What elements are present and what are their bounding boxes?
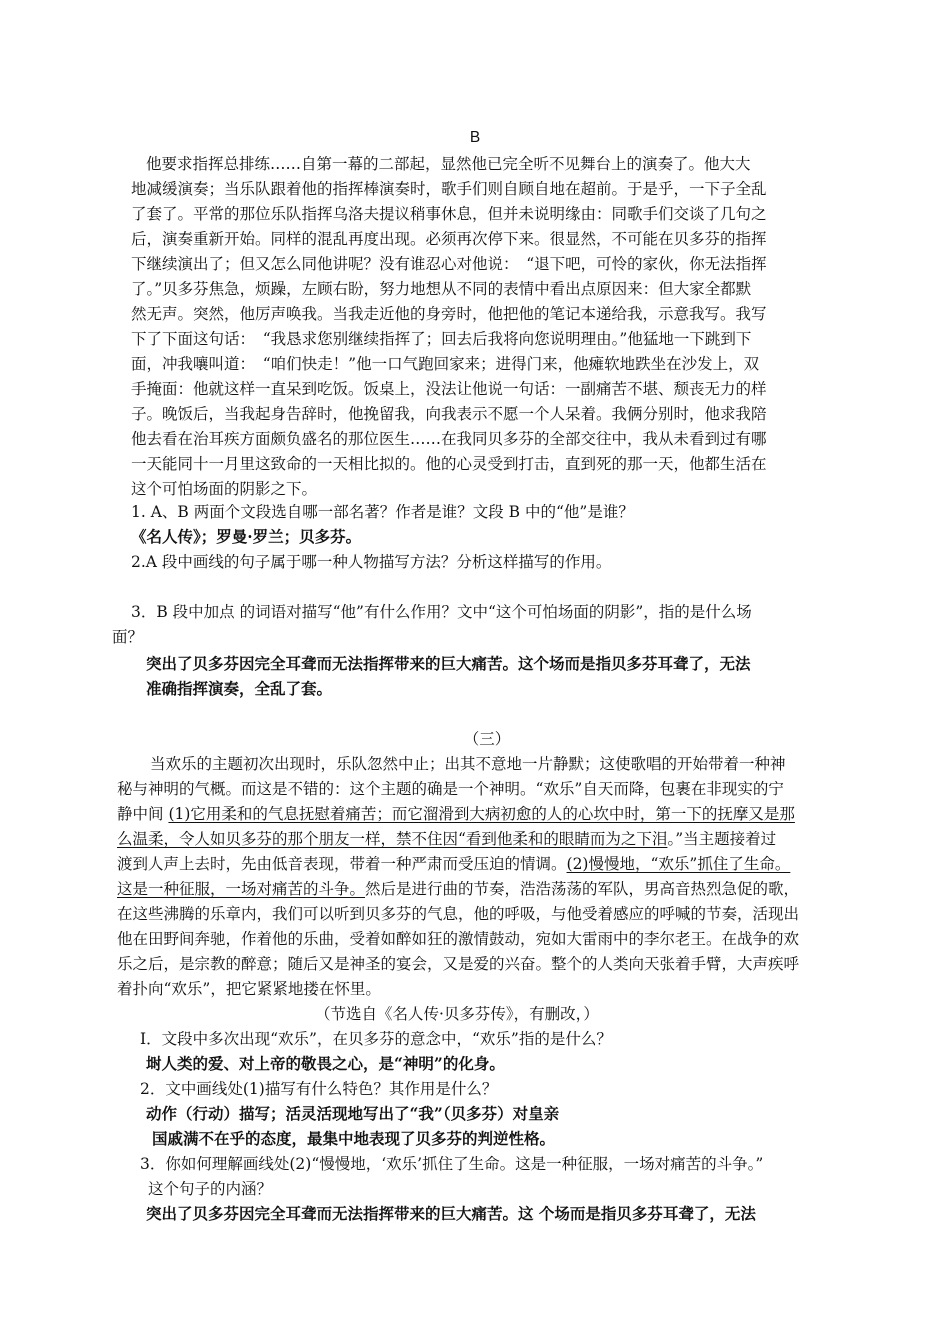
passage-c-line	[117, 852, 790, 876]
answer-1: 《名人传》；罗曼·罗兰；贝多芬。	[131, 527, 362, 546]
question-2: 2.A 段中画线的句子属于哪一种人物描写方法？分析这样描写的作用。	[131, 553, 612, 571]
passage-b-line: 下了下面这句话： “我恳求您别继续指挥了；回去后我将向您说明理由。”他猛地一下跳到下	[131, 330, 752, 348]
passage-b-line: 然无声。突然，他厉声唤我。当我走近他的身旁时，他把他的笔记本递给我，示意我写。我写	[131, 305, 767, 323]
c-question-3-cont: 这个句子的内涵？	[148, 1180, 273, 1198]
underlined-sentence-2: (2)慢慢地，“欢乐”抓住了生命。	[566, 855, 791, 873]
c-answer-2-cont: 国戚满不在乎的态度，最集中地表现了贝多芬的判逆性格。	[152, 1129, 556, 1148]
c-question-3: 3．你如何理解画线处(2)“慢慢地，‘欢乐’抓住了生命。这是一种征服，一场对痛苦的斗争。”	[140, 1155, 764, 1173]
passage-c-text: 渡到人声上去时，先由低音表现，带着一种严肃而受压迫的情调。	[117, 855, 567, 873]
passage-c-line	[117, 802, 795, 826]
passage-b-line: 他去看在治耳疾方面颇负盛名的那位医生……在我同贝多芬的全部交往中，我从未看到过有哪	[131, 430, 767, 448]
passage-c-text: 。”当主题接着过	[667, 830, 777, 848]
answer-3: 突出了贝多芬因完全耳聋而无法指挥带来的巨大痛苦。这个场而是指贝多芬耳聋了，无法	[146, 654, 751, 673]
section-b-label: B	[469, 129, 481, 146]
passage-c-line: 乐之后，是宗教的醉意；随后又是神圣的宴会，又是爱的兴奋。整个的人类向天张着手臂，大声疾呼	[117, 955, 800, 973]
underlined-sentence-1-cont: 么温柔，令人如贝多芬的那个朋友一样，禁不住因“看到他柔和的眼睛而为之下泪	[117, 830, 668, 848]
passage-b-line: 地减缓演奏；当乐队跟着他的指挥棒演奏时，歌手们则自顾自地在超前。于是乎，一下子全乱	[131, 180, 767, 198]
passage-c-text: 静中间	[117, 805, 169, 823]
c-answer-3: 突出了贝多芬因完全耳聋而无法指挥带来的巨大痛苦。这 个场而是指贝多芬耳聋了，无法	[146, 1204, 756, 1223]
passage-c-line	[117, 877, 799, 901]
passage-b-line: 这个可怕场面的阴影之下。	[131, 480, 318, 498]
question-1: 1. A、B 两面个文段选自哪一部名著？作者是谁？文段 B 中的“他”是谁？	[131, 503, 634, 521]
c-answer-2: 动作（行动）描写；活灵活现地写出了“我”（贝多芬）对皇亲	[146, 1104, 560, 1123]
passage-b-line: 子。晚饭后，当我起身告辞时，他挽留我，向我表示不愿一个人呆着。我俩分别时，他求我陪	[131, 405, 767, 423]
answer-3-cont: 准确指挥演奏，全乱了套。	[146, 679, 333, 698]
c-question-2: 2．文中画线处(1)描写有什么特色？其作用是什么？	[140, 1080, 498, 1098]
passage-c-line	[117, 827, 776, 851]
question-3-cont: 面？	[112, 628, 144, 646]
passage-c-line: 在这些沸腾的乐章内，我们可以听到贝多芬的气息，他的呼吸，与他受着感应的呼喊的节奏，活现出	[117, 905, 800, 923]
passage-c-line: 他在田野间奔驰，作着他的乐曲，受着如醉如狂的激情鼓动，宛如大雷雨中的李尔老王。在战争的欢	[117, 930, 800, 948]
passage-b-line: 了套了。平常的那位乐队指挥乌洛夫提议稍事休息，但并未说明缘由：同歌手们交谈了几句之	[131, 205, 767, 223]
passage-b-line: 后，演奏重新开始。同样的混乱再度出现。必须再次停下来。很显然，不可能在贝多芬的指挥	[131, 230, 767, 248]
c-question-1: I．文段中多次出现“欢乐”，在贝多芬的意念中，“欢乐”指的是什么？	[140, 1030, 612, 1048]
underlined-sentence-1: (1)它用柔和的气息抚慰着痛苦；而它溜滑到大病初愈的人的心坎中时，第一下的抚摩又是那	[168, 805, 795, 823]
passage-c-line: 秘与神明的气概。而这是不错的：这个主题的确是一个神明。“欢乐”自天而降，包裹在非现实的宁	[117, 780, 784, 798]
passage-b-line: 下继续演出了；但又怎么同他讲呢？没有谁忍心对他说： “退下吧，可怜的家伙，你无法指挥	[131, 255, 767, 273]
passage-c-line: 着扑向“欢乐”，把它紧紧地搂在怀里。	[117, 980, 381, 998]
section-three-label: （三）	[463, 730, 511, 748]
source-note: （节选自《名人传·贝多芬传》，有删改，）	[315, 1005, 599, 1023]
passage-c-text: 然后是进行曲的节奏，浩浩荡荡的军队，男高音热烈急促的歌，	[365, 880, 800, 898]
passage-c-line: 当欢乐的主题初次出现时，乐队忽然中止；出其不意地一片静默；这使歌唱的开始带着一种神	[150, 755, 786, 773]
underlined-sentence-2-cont: 这是一种征服，一场对痛苦的斗争。	[117, 880, 366, 898]
passage-b-line: 面，冲我嚷叫道： “咱们快走！”他一口气跑回家来；进得门来，他瘫软地跌坐在沙发上，双	[131, 355, 760, 373]
question-3: 3．B 段中加点 的词语对描写“他”有什么作用？文中“这个可怕场面的阴影”，指的是什么场	[131, 603, 752, 621]
passage-b-line: 手掩面：他就这样一直呆到吃饭。饭桌上，没法让他说一句话：一副痛苦不堪、颓丧无力的样	[131, 380, 767, 398]
passage-b-line: 了。”贝多芬焦急，烦躁，左顾右盼，努力地想从不同的表情中看出点原因来：但大家全都默	[131, 280, 752, 298]
passage-b-line: 一天能同十一月里这致命的一天相比拟的。他的心灵受到打击，直到死的那一天，他都生活在	[131, 455, 767, 473]
c-answer-1: 埘人类的爱、对上帝的敬畏之心，是“神明”的化身。	[146, 1054, 505, 1073]
passage-b-line: 他要求指挥总排练……自第一幕的二部起，显然他已完全听不见舞台上的演奏了。他大大	[146, 155, 751, 173]
